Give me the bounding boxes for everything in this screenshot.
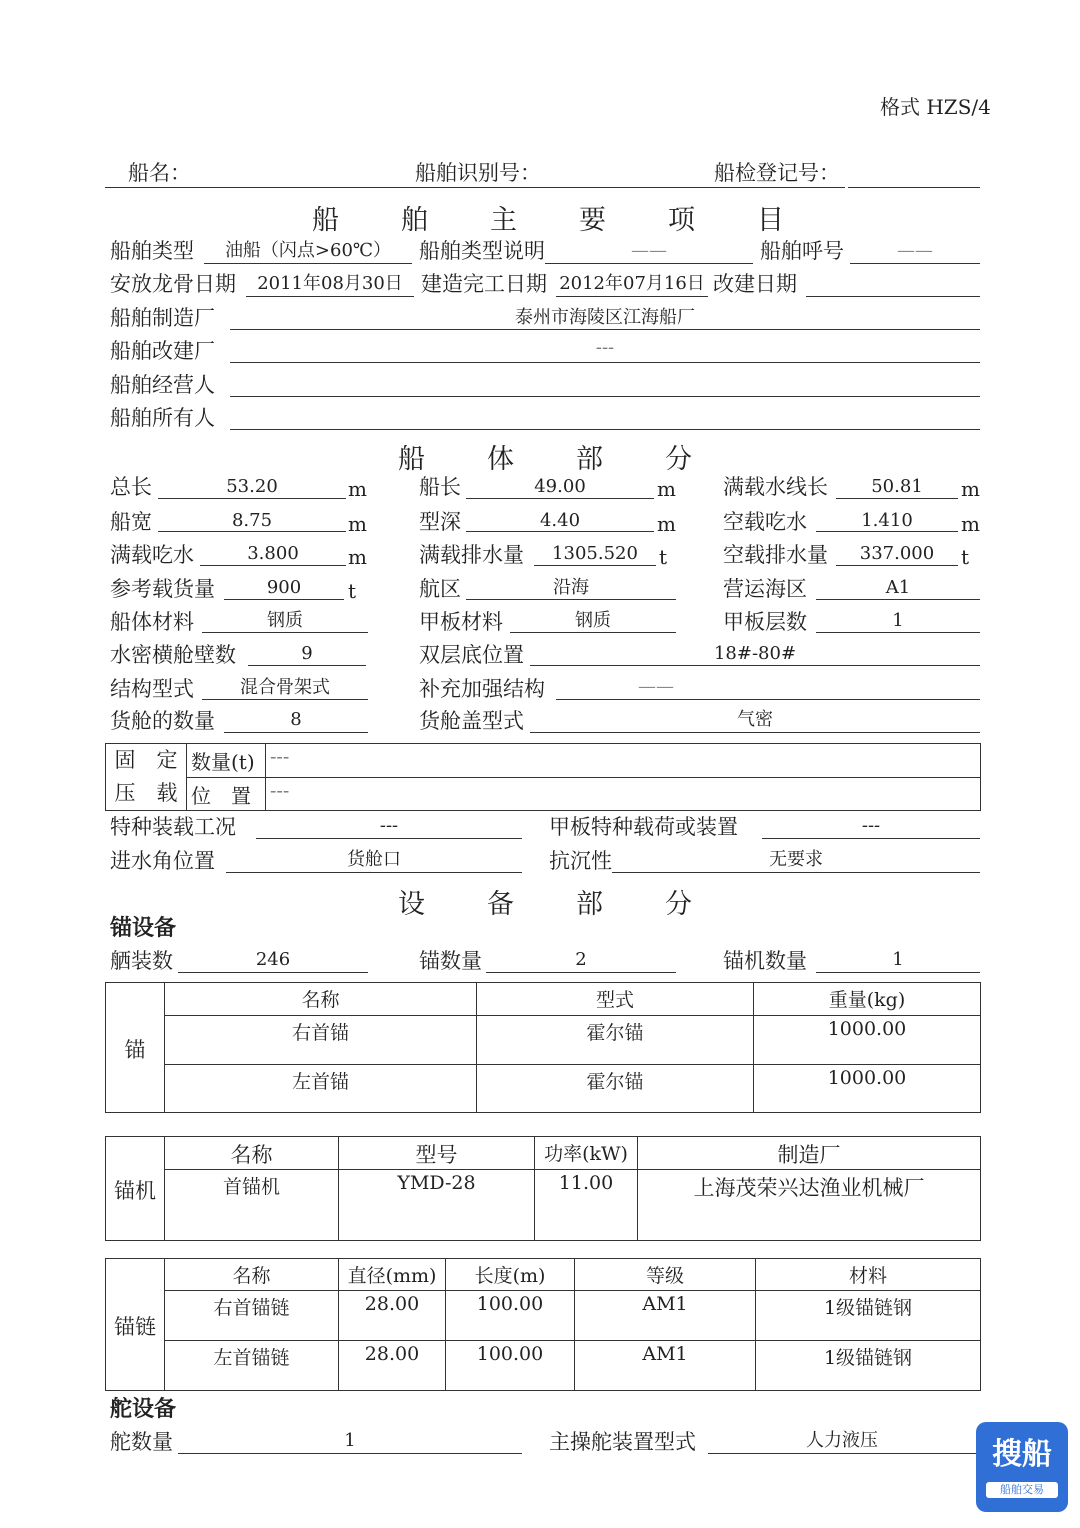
rudder-count-value: 1 xyxy=(344,1430,356,1451)
full-disp-unit: t xyxy=(659,545,668,569)
ship-type-label: 船舶类型 xyxy=(110,239,194,263)
windlass-header-model: 型号 xyxy=(339,1137,535,1170)
holds-line xyxy=(224,732,368,733)
keel-date-value: 2011年08月30日 xyxy=(257,273,403,294)
hull-mat-label: 船体材料 xyxy=(110,610,194,634)
anchor-type: 霍尔锚 xyxy=(477,1016,754,1065)
registry-label: 船检登记号： xyxy=(714,161,840,185)
format-code: 格式 HZS/4 xyxy=(880,95,991,119)
chain-diameter: 28.00 xyxy=(339,1341,446,1391)
double-bottom-label: 双层底位置 xyxy=(419,643,524,667)
outfit-line xyxy=(178,972,368,973)
double-bottom-line xyxy=(530,665,980,666)
unsinkable-value: 无要求 xyxy=(769,849,823,870)
ref-load-label: 参考载货量 xyxy=(110,577,215,601)
section-title-equipment: 设备部分 xyxy=(398,889,754,920)
breadth-unit: m xyxy=(348,512,367,536)
reinforce-value: —— xyxy=(638,676,674,697)
call-sign-line xyxy=(850,263,980,264)
ballast-qty-value: --- xyxy=(266,744,981,778)
structure-line xyxy=(202,699,368,700)
anchor-count-value: 2 xyxy=(575,949,587,970)
steering-label: 主操舵装置型式 xyxy=(549,1430,696,1454)
rudder-equipment-title: 舵设备 xyxy=(110,1397,177,1422)
depth-line xyxy=(466,531,654,532)
nav-area-label: 航区 xyxy=(419,577,461,601)
hatch-line xyxy=(530,732,980,733)
anchor-weight: 1000.00 xyxy=(754,1016,981,1065)
ballast-pos-value: --- xyxy=(266,777,981,811)
reinforce-line xyxy=(556,699,980,700)
light-draft-label: 空载吃水 xyxy=(723,510,807,534)
hatch-value: 气密 xyxy=(737,709,773,730)
keel-date-line xyxy=(246,296,414,297)
keel-date-label: 安放龙骨日期 xyxy=(110,272,236,296)
anchor-header-name: 名称 xyxy=(165,983,477,1016)
light-disp-label: 空载排水量 xyxy=(723,543,828,567)
loa-line xyxy=(158,498,346,499)
holds-label: 货舱的数量 xyxy=(110,709,215,733)
lwl-line xyxy=(836,498,958,499)
table-row xyxy=(106,1065,981,1113)
lwl-unit: m xyxy=(961,477,980,501)
ship-type-value: 油船（闪点>60℃） xyxy=(224,240,392,261)
windlass-count-label: 锚机数量 xyxy=(723,949,807,973)
bulkheads-label: 水密横舱壁数 xyxy=(110,643,236,667)
loa-value: 53.20 xyxy=(226,476,278,497)
operator-line xyxy=(230,396,980,397)
depth-label: 型深 xyxy=(419,510,461,534)
windlass-count-line xyxy=(816,972,980,973)
hull-mat-line xyxy=(202,632,368,633)
ballast-pos-label: 位 置 xyxy=(187,777,266,811)
lbp-label: 船长 xyxy=(419,475,461,499)
chain-length: 100.00 xyxy=(446,1291,575,1341)
chain-grade: AM1 xyxy=(575,1341,756,1391)
light-draft-value: 1.410 xyxy=(861,510,913,531)
bulkheads-value: 9 xyxy=(301,643,313,664)
ref-load-line xyxy=(224,599,344,600)
completion-value: 2012年07月16日 xyxy=(559,273,705,294)
steering-line xyxy=(708,1453,976,1454)
fixed-ballast-table xyxy=(105,743,981,811)
chain-header-grade: 等级 xyxy=(575,1259,756,1291)
table-row xyxy=(106,1341,981,1391)
hull-mat-value: 钢质 xyxy=(267,610,303,631)
table-row xyxy=(106,1016,981,1065)
chain-name: 左首锚链 xyxy=(165,1341,339,1391)
bulkheads-line xyxy=(248,665,366,666)
anchor-name: 右首锚 xyxy=(165,1016,477,1065)
completion-label: 建造完工日期 xyxy=(421,272,547,296)
deck-special-value: --- xyxy=(861,815,881,836)
structure-label: 结构型式 xyxy=(110,677,194,701)
chain-header-name: 名称 xyxy=(165,1259,339,1291)
flood-angle-label: 进水角位置 xyxy=(110,849,215,873)
full-disp-label: 满载排水量 xyxy=(419,543,524,567)
windlass-model: YMD-28 xyxy=(339,1170,535,1241)
deck-special-label: 甲板特种载荷或装置 xyxy=(549,815,738,839)
owner-line xyxy=(230,429,980,430)
builder-value: 泰州市海陵区江海船厂 xyxy=(515,307,695,328)
lbp-unit: m xyxy=(657,477,676,501)
special-load-value: --- xyxy=(379,815,399,836)
op-area-line xyxy=(816,599,980,600)
header-rule xyxy=(105,187,845,188)
watermark-logo xyxy=(976,1422,1068,1512)
special-load-line xyxy=(256,838,522,839)
chain-side-label: 锚链 xyxy=(106,1259,165,1391)
chain-header-material: 材料 xyxy=(756,1259,981,1291)
completion-line xyxy=(556,296,708,297)
op-area-label: 营运海区 xyxy=(723,577,807,601)
chain-material: 1级锚链钢 xyxy=(756,1341,981,1391)
deck-mat-label: 甲板材料 xyxy=(419,610,503,634)
ballast-qty-label: 数量(t) xyxy=(187,744,266,778)
windlass-power: 11.00 xyxy=(535,1170,638,1241)
deck-layers-line xyxy=(816,632,980,633)
breadth-label: 船宽 xyxy=(110,510,152,534)
anchor-name: 左首锚 xyxy=(165,1065,477,1113)
anchor-table xyxy=(105,982,981,1113)
watermark-main: 搜船 xyxy=(992,1437,1052,1472)
windlass-name: 首锚机 xyxy=(165,1170,339,1241)
ballast-side-line2: 压 载 xyxy=(114,781,178,805)
flood-angle-line xyxy=(226,872,522,873)
chain-name: 右首锚链 xyxy=(165,1291,339,1341)
builder-line xyxy=(230,329,980,330)
hatch-label: 货舱盖型式 xyxy=(419,709,524,733)
lwl-value: 50.81 xyxy=(871,476,923,497)
breadth-value: 8.75 xyxy=(231,510,273,531)
full-draft-label: 满载吃水 xyxy=(110,543,194,567)
deck-mat-line xyxy=(510,632,676,633)
light-draft-unit: m xyxy=(961,512,980,536)
full-disp-value: 1305.520 xyxy=(552,543,638,564)
light-draft-line xyxy=(816,531,958,532)
rebuild-line xyxy=(806,296,980,297)
special-load-label: 特种装载工况 xyxy=(110,815,236,839)
builder-label: 船舶制造厂 xyxy=(110,306,215,330)
call-sign-label: 船舶呼号 xyxy=(760,239,844,263)
outfit-value: 246 xyxy=(255,949,291,970)
anchor-count-line xyxy=(486,972,676,973)
anchor-side-label: 锚 xyxy=(106,983,165,1113)
unsinkable-line xyxy=(612,872,980,873)
deck-special-line xyxy=(762,838,980,839)
windlass-header-power: 功率(kW) xyxy=(535,1137,638,1170)
breadth-line xyxy=(158,531,346,532)
depth-value: 4.40 xyxy=(539,510,581,531)
chain-length: 100.00 xyxy=(446,1341,575,1391)
nav-area-line xyxy=(466,599,676,600)
light-disp-unit: t xyxy=(961,545,970,569)
anchor-header-weight: 重量(kg) xyxy=(754,983,981,1016)
deck-layers-value: 1 xyxy=(892,610,904,631)
chain-diameter: 28.00 xyxy=(339,1291,446,1341)
call-sign-value: —— xyxy=(897,240,933,261)
ref-load-value: 900 xyxy=(266,577,302,598)
watermark-sub: 船舶交易 xyxy=(986,1482,1058,1498)
ship-type-desc-label: 船舶类型说明 xyxy=(419,239,545,263)
rebuilder-label: 船舶改建厂 xyxy=(110,339,215,363)
ship-type-desc-value: —— xyxy=(631,240,667,261)
lbp-line xyxy=(466,498,654,499)
chain-material: 1级锚链钢 xyxy=(756,1291,981,1341)
holds-value: 8 xyxy=(290,709,302,730)
light-disp-line xyxy=(836,565,958,566)
full-draft-unit: m xyxy=(348,545,367,569)
owner-label: 船舶所有人 xyxy=(110,406,215,430)
unsinkable-label: 抗沉性 xyxy=(549,849,612,873)
flood-angle-value: 货舱口 xyxy=(347,849,401,870)
full-draft-line xyxy=(200,565,346,566)
chain-header-length: 长度(m) xyxy=(446,1259,575,1291)
windlass-header-maker: 制造厂 xyxy=(638,1137,981,1170)
chain-table xyxy=(105,1258,981,1391)
outfit-label: 舾装数 xyxy=(110,949,173,973)
anchor-count-label: 锚数量 xyxy=(419,949,482,973)
lbp-value: 49.00 xyxy=(534,476,586,497)
chain-grade: AM1 xyxy=(575,1291,756,1341)
anchor-header-type: 型式 xyxy=(477,983,754,1016)
rudder-count-line xyxy=(178,1453,522,1454)
anchor-weight: 1000.00 xyxy=(754,1065,981,1113)
loa-label: 总长 xyxy=(110,475,152,499)
rebuilder-value: --- xyxy=(595,337,615,358)
lwl-label: 满载水线长 xyxy=(723,475,828,499)
registry-line xyxy=(848,187,980,188)
section-title-main: 船舶主要项目 xyxy=(312,205,846,236)
windlass-maker: 上海茂荣兴达渔业机械厂 xyxy=(638,1170,981,1241)
light-disp-value: 337.000 xyxy=(859,543,935,564)
op-area-value: A1 xyxy=(885,577,911,598)
nav-area-value: 沿海 xyxy=(553,577,589,598)
table-row xyxy=(106,1170,981,1241)
rebuild-label: 改建日期 xyxy=(713,272,797,296)
double-bottom-value: 18#-80# xyxy=(713,643,797,664)
ballast-side-line1: 固 定 xyxy=(114,748,178,772)
deck-layers-label: 甲板层数 xyxy=(723,610,807,634)
full-draft-value: 3.800 xyxy=(247,543,299,564)
ship-type-line xyxy=(204,263,412,264)
ballast-side-label xyxy=(106,744,187,811)
section-title-hull: 船体部分 xyxy=(398,444,754,475)
anchor-type: 霍尔锚 xyxy=(477,1065,754,1113)
ship-id-label: 船舶识别号： xyxy=(415,161,541,185)
reinforce-label: 补充加强结构 xyxy=(419,677,545,701)
windlass-header-name: 名称 xyxy=(165,1137,339,1170)
rebuilder-line xyxy=(230,362,980,363)
ship-type-desc-line xyxy=(545,263,753,264)
windlass-count-value: 1 xyxy=(892,949,904,970)
operator-label: 船舶经营人 xyxy=(110,373,215,397)
chain-header-diameter: 直径(mm) xyxy=(339,1259,446,1291)
windlass-side-label: 锚机 xyxy=(106,1137,165,1241)
table-row xyxy=(106,1291,981,1341)
rudder-count-label: 舵数量 xyxy=(110,1430,173,1454)
loa-unit: m xyxy=(348,477,367,501)
depth-unit: m xyxy=(657,512,676,536)
windlass-table xyxy=(105,1136,981,1241)
ship-name-label: 船名： xyxy=(128,161,191,185)
full-disp-line xyxy=(534,565,656,566)
ref-load-unit: t xyxy=(348,579,357,603)
anchor-equipment-title: 锚设备 xyxy=(110,916,177,941)
structure-value: 混合骨架式 xyxy=(240,677,330,698)
deck-mat-value: 钢质 xyxy=(575,610,611,631)
steering-value: 人力液压 xyxy=(806,1430,878,1451)
